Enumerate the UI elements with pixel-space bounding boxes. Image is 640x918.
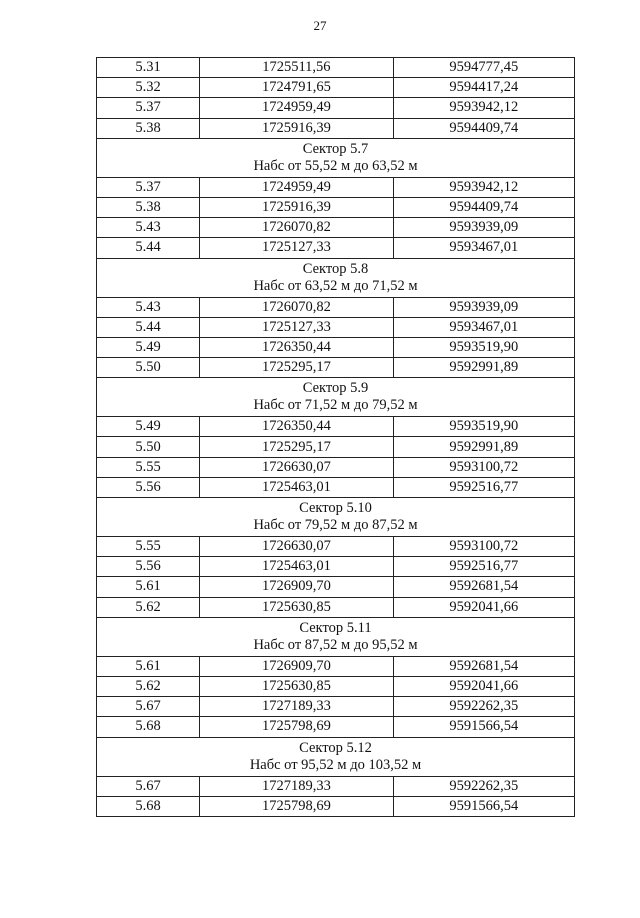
sector-header-cell <box>97 617 575 656</box>
y-coordinate-cell: 9592681,54 <box>393 656 574 676</box>
y-coordinate-cell: 9593942,12 <box>393 177 574 197</box>
table-row <box>97 78 575 98</box>
point-number-cell: 5.50 <box>97 358 200 378</box>
y-coordinate-cell: 9593519,90 <box>393 337 574 357</box>
y-coordinate-cell: 9592516,77 <box>393 557 574 577</box>
table-row <box>97 297 575 317</box>
x-coordinate-cell: 1726350,44 <box>200 337 393 357</box>
y-coordinate-cell: 9591566,54 <box>393 796 574 816</box>
table-row <box>97 477 575 497</box>
point-number-cell: 5.32 <box>97 78 200 98</box>
point-number-cell: 5.56 <box>97 477 200 497</box>
y-coordinate-cell: 9592516,77 <box>393 477 574 497</box>
x-coordinate-cell: 1726909,70 <box>200 577 393 597</box>
y-coordinate-cell: 9593467,01 <box>393 238 574 258</box>
x-coordinate-cell: 1726630,07 <box>200 537 393 557</box>
coordinates-table-body <box>97 58 575 817</box>
table-row <box>97 597 575 617</box>
y-coordinate-cell: 9592991,89 <box>393 437 574 457</box>
sector-header-row <box>97 737 575 776</box>
point-number-cell: 5.44 <box>97 317 200 337</box>
y-coordinate-cell: 9592041,66 <box>393 597 574 617</box>
x-coordinate-cell: 1726070,82 <box>200 218 393 238</box>
table-row <box>97 577 575 597</box>
x-coordinate-cell: 1725798,69 <box>200 796 393 816</box>
point-number-cell: 5.37 <box>97 98 200 118</box>
y-coordinate-cell: 9593467,01 <box>393 317 574 337</box>
point-number-cell: 5.68 <box>97 796 200 816</box>
sector-title: Сектор 5.11 <box>299 619 372 636</box>
sector-header-cell <box>97 258 575 297</box>
point-number-cell: 5.67 <box>97 776 200 796</box>
table-row <box>97 337 575 357</box>
sector-header-cell <box>97 737 575 776</box>
x-coordinate-cell: 1725295,17 <box>200 358 393 378</box>
table-row <box>97 796 575 816</box>
table-row <box>97 317 575 337</box>
page-number: 27 <box>313 18 327 33</box>
x-coordinate-cell: 1725798,69 <box>200 717 393 737</box>
table-row <box>97 557 575 577</box>
y-coordinate-cell: 9594777,45 <box>393 58 574 78</box>
table-row <box>97 697 575 717</box>
y-coordinate-cell: 9593100,72 <box>393 537 574 557</box>
point-number-cell: 5.68 <box>97 717 200 737</box>
table-row <box>97 358 575 378</box>
x-coordinate-cell: 1724959,49 <box>200 177 393 197</box>
table-row <box>97 238 575 258</box>
x-coordinate-cell: 1725511,56 <box>200 58 393 78</box>
sector-header-cell <box>97 138 575 177</box>
table-row <box>97 676 575 696</box>
sector-title: Сектор 5.9 <box>302 380 369 397</box>
table-row <box>97 437 575 457</box>
point-number-cell: 5.62 <box>97 597 200 617</box>
point-number-cell: 5.38 <box>97 118 200 138</box>
table-row <box>97 218 575 238</box>
y-coordinate-cell: 9593939,09 <box>393 218 574 238</box>
y-coordinate-cell: 9592041,66 <box>393 676 574 696</box>
y-coordinate-cell: 9593942,12 <box>393 98 574 118</box>
x-coordinate-cell: 1725127,33 <box>200 238 393 258</box>
x-coordinate-cell: 1724959,49 <box>200 98 393 118</box>
point-number-cell: 5.49 <box>97 337 200 357</box>
y-coordinate-cell: 9593519,90 <box>393 417 574 437</box>
point-number-cell: 5.61 <box>97 656 200 676</box>
point-number-cell: 5.55 <box>97 537 200 557</box>
sector-height-range: Набс от 79,52 м до 87,52 м <box>253 517 418 533</box>
y-coordinate-cell: 9592262,35 <box>393 697 574 717</box>
point-number-cell: 5.56 <box>97 557 200 577</box>
x-coordinate-cell: 1727189,33 <box>200 776 393 796</box>
sector-height-range: Набс от 63,52 м до 71,52 м <box>253 277 418 294</box>
y-coordinate-cell: 9594409,74 <box>393 118 574 138</box>
y-coordinate-cell: 9593939,09 <box>393 297 574 317</box>
x-coordinate-cell: 1725295,17 <box>200 437 393 457</box>
table-row <box>97 177 575 197</box>
sector-header-row <box>97 138 575 177</box>
sector-header-row <box>97 378 575 417</box>
sector-header-cell <box>97 498 575 537</box>
sector-height-range: Набс от 95,52 м до 103,52 м <box>249 756 422 773</box>
table-row <box>97 417 575 437</box>
sector-title: Сектор 5.8 <box>302 260 369 277</box>
y-coordinate-cell: 9594417,24 <box>393 78 574 98</box>
table-row <box>97 717 575 737</box>
sector-title: Сектор 5.10 <box>299 500 372 516</box>
table-row <box>97 58 575 78</box>
point-number-cell: 5.67 <box>97 697 200 717</box>
point-number-cell: 5.37 <box>97 177 200 197</box>
point-number-cell: 5.31 <box>97 58 200 78</box>
y-coordinate-cell: 9594409,74 <box>393 197 574 217</box>
sector-header-row <box>97 498 575 537</box>
sector-header-row <box>97 617 575 656</box>
sector-header-cell <box>97 378 575 417</box>
x-coordinate-cell: 1726350,44 <box>200 417 393 437</box>
sector-height-range: Набс от 87,52 м до 95,52 м <box>253 636 418 653</box>
point-number-cell: 5.43 <box>97 297 200 317</box>
point-number-cell: 5.49 <box>97 417 200 437</box>
point-number-cell: 5.62 <box>97 676 200 696</box>
x-coordinate-cell: 1725916,39 <box>200 197 393 217</box>
sector-header-row <box>97 258 575 297</box>
y-coordinate-cell: 9592991,89 <box>393 358 574 378</box>
point-number-cell: 5.38 <box>97 197 200 217</box>
point-number-cell: 5.44 <box>97 238 200 258</box>
y-coordinate-cell: 9593100,72 <box>393 457 574 477</box>
table-row <box>97 656 575 676</box>
table-row <box>97 197 575 217</box>
x-coordinate-cell: 1724791,65 <box>200 78 393 98</box>
coordinates-table <box>96 57 575 817</box>
x-coordinate-cell: 1725463,01 <box>200 477 393 497</box>
table-row <box>97 537 575 557</box>
x-coordinate-cell: 1725127,33 <box>200 317 393 337</box>
x-coordinate-cell: 1725916,39 <box>200 118 393 138</box>
table-row <box>97 776 575 796</box>
x-coordinate-cell: 1725630,85 <box>200 597 393 617</box>
table-row <box>97 98 575 118</box>
point-number-cell: 5.55 <box>97 457 200 477</box>
point-number-cell: 5.61 <box>97 577 200 597</box>
x-coordinate-cell: 1726630,07 <box>200 457 393 477</box>
table-row <box>97 457 575 477</box>
y-coordinate-cell: 9592262,35 <box>393 776 574 796</box>
x-coordinate-cell: 1725463,01 <box>200 557 393 577</box>
sector-title: Сектор 5.7 <box>302 140 369 157</box>
sector-height-range: Набс от 71,52 м до 79,52 м <box>253 397 418 414</box>
x-coordinate-cell: 1726909,70 <box>200 656 393 676</box>
y-coordinate-cell: 9591566,54 <box>393 717 574 737</box>
point-number-cell: 5.43 <box>97 218 200 238</box>
y-coordinate-cell: 9592681,54 <box>393 577 574 597</box>
sector-title: Сектор 5.12 <box>299 739 372 756</box>
x-coordinate-cell: 1725630,85 <box>200 676 393 696</box>
point-number-cell: 5.50 <box>97 437 200 457</box>
sector-height-range: Набс от 55,52 м до 63,52 м <box>253 157 418 174</box>
x-coordinate-cell: 1726070,82 <box>200 297 393 317</box>
table-row <box>97 118 575 138</box>
x-coordinate-cell: 1727189,33 <box>200 697 393 717</box>
